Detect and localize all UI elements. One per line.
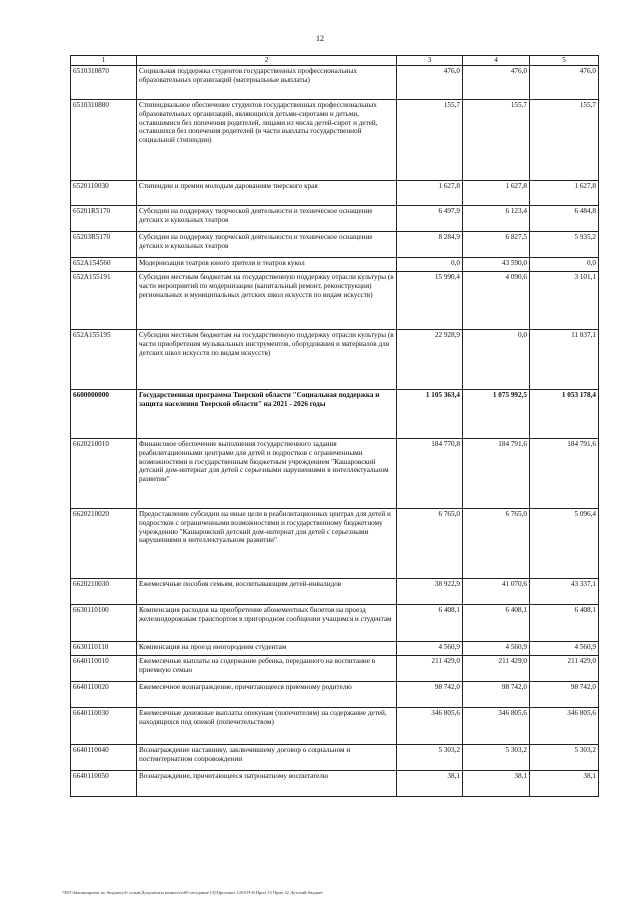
table-row bbox=[71, 272, 599, 330]
row-code: 6640110010 bbox=[71, 656, 137, 682]
row-value-1: 5 303,2 bbox=[397, 745, 463, 771]
column-header: 2 bbox=[137, 56, 397, 66]
table-row bbox=[71, 771, 599, 797]
row-code: 6620210030 bbox=[71, 579, 137, 605]
row-value-2: 184 791,6 bbox=[463, 439, 530, 509]
budget-table bbox=[70, 55, 599, 797]
row-value-2: 6 408,1 bbox=[463, 605, 530, 642]
row-value-3: 6 484,8 bbox=[530, 206, 599, 232]
row-value-3: 11 837,1 bbox=[530, 330, 599, 390]
row-code: 652A154560 bbox=[71, 258, 137, 272]
row-value-1: 8 284,9 bbox=[397, 232, 463, 258]
row-value-1: 6 408,1 bbox=[397, 605, 463, 642]
row-value-3: 5 096,4 bbox=[530, 509, 599, 579]
row-value-2: 346 805,6 bbox=[463, 708, 530, 745]
row-name: Ежемесячные пособия семьям, воспитывающим детей-инвалидов bbox=[137, 579, 397, 605]
row-name: Ежемесячные выплаты на содержание ребенка, переданного на воспитание в приемную семью bbox=[137, 656, 397, 682]
row-value-2: 155,7 bbox=[463, 100, 530, 181]
row-code: 6620210020 bbox=[71, 509, 137, 579]
table-row bbox=[71, 642, 599, 656]
table-row bbox=[71, 605, 599, 642]
row-value-2: 6 765,0 bbox=[463, 509, 530, 579]
row-value-1: 15 990,4 bbox=[397, 272, 463, 330]
row-value-3: 5 935,2 bbox=[530, 232, 599, 258]
row-code: 6510310870 bbox=[71, 66, 137, 100]
row-value-1: 4 560,9 bbox=[397, 642, 463, 656]
table-row bbox=[71, 232, 599, 258]
table-row bbox=[71, 509, 599, 579]
row-value-1: 211 429,0 bbox=[397, 656, 463, 682]
row-value-1: 38 922,9 bbox=[397, 579, 463, 605]
row-code: 65203R5170 bbox=[71, 232, 137, 258]
row-value-3: 476,0 bbox=[530, 66, 599, 100]
row-name: Компенсация на проезд иногородним студентам bbox=[137, 642, 397, 656]
row-code: 652A155191 bbox=[71, 272, 137, 330]
table-row bbox=[71, 579, 599, 605]
row-value-3: 155,7 bbox=[530, 100, 599, 181]
row-name: Предоставление субсидии на иные цели в реабилитационных центрах для детей и подростков с ограниченными возможностями и государственному бюджетному учреждению "Кашаровский детский дом-интернат для детей с серьезными нарушениями в интеллектуальном развитии" bbox=[137, 509, 397, 579]
column-header: 5 bbox=[530, 56, 599, 66]
row-name: Модернизация театров юного зрителя и театров кукол bbox=[137, 258, 397, 272]
row-value-1: 346 805,6 bbox=[397, 708, 463, 745]
row-name: Субсидии местным бюджетам на государственную поддержку отрасли культуры (в части приобретения музыкальных инструментов, оборудования и материалов для детских школ искусств по видам искусств) bbox=[137, 330, 397, 390]
row-name: Вознаграждение, причитающееся патронатному воспитателю bbox=[137, 771, 397, 797]
row-value-3: 0,0 bbox=[530, 258, 599, 272]
row-value-2: 6 827,5 bbox=[463, 232, 530, 258]
row-name: Социальная поддержка студентов государственных профессиональных образовательных организаций (материальные выплаты) bbox=[137, 66, 397, 100]
row-value-1: 22 928,9 bbox=[397, 330, 463, 390]
row-value-2: 4 560,9 bbox=[463, 642, 530, 656]
row-value-2: 4 090,6 bbox=[463, 272, 530, 330]
row-value-2: 476,0 bbox=[463, 66, 530, 100]
row-value-3: 346 805,6 bbox=[530, 708, 599, 745]
row-code: 6640110030 bbox=[71, 708, 137, 745]
row-value-2: 5 303,2 bbox=[463, 745, 530, 771]
row-name: Субсидии местным бюджетам на государственную поддержку отрасли культуры (в части мероприятий по модернизации (капитальный ремонт, реконструкция) региональных и муниципальных детских школ искусств по видам искусств) bbox=[137, 272, 397, 330]
table-row bbox=[71, 439, 599, 509]
row-value-3: 184 791,6 bbox=[530, 439, 599, 509]
row-code: 6630110100 bbox=[71, 605, 137, 642]
table-row bbox=[71, 656, 599, 682]
row-value-2: 1 627,8 bbox=[463, 181, 530, 206]
row-value-3: 1 053 178,4 bbox=[530, 390, 599, 439]
row-value-1: 6 497,9 bbox=[397, 206, 463, 232]
row-value-2: 38,1 bbox=[463, 771, 530, 797]
row-value-2: 43 590,0 bbox=[463, 258, 530, 272]
row-value-1: 476,0 bbox=[397, 66, 463, 100]
row-value-3: 4 560,9 bbox=[530, 642, 599, 656]
row-name: Вознаграждение наставнику, заключившему договор о социальном и постинтернатном сопровождении bbox=[137, 745, 397, 771]
table-body bbox=[71, 66, 599, 797]
table-header-row bbox=[71, 56, 599, 66]
row-value-1: 6 765,0 bbox=[397, 509, 463, 579]
row-code: 652A155195 bbox=[71, 330, 137, 390]
row-name: Государственная программа Тверской области "Социальная поддержка и защита населения Тверской области" на 2021 - 2026 годы bbox=[137, 390, 397, 439]
row-code: 65201R5170 bbox=[71, 206, 137, 232]
row-value-1: 1 627,8 bbox=[397, 181, 463, 206]
row-code: 6520110030 bbox=[71, 181, 137, 206]
row-name: Финансовое обеспечение выполнения государственного задания реабилитационными центрами для детей и подростков с ограниченными возможностями и государственным бюджетным учреждением "Кашаровский детский дом-интернат для детей с серьезными нарушениями в интеллектуальном развитии" bbox=[137, 439, 397, 509]
row-value-3: 43 337,1 bbox=[530, 579, 599, 605]
row-value-1: 184 770,8 bbox=[397, 439, 463, 509]
table-row bbox=[71, 390, 599, 439]
row-value-2: 211 429,0 bbox=[463, 656, 530, 682]
column-header: 3 bbox=[397, 56, 463, 66]
row-name: Ежемесячные денежные выплаты опекунам (попечителям) на содержание детей, находящихся под опекой (попечительством) bbox=[137, 708, 397, 745]
row-value-3: 98 742,0 bbox=[530, 682, 599, 708]
row-value-2: 0,0 bbox=[463, 330, 530, 390]
row-code: 6640110020 bbox=[71, 682, 137, 708]
row-name: Стипендиальное обеспечение студентов государственных профессиональных образовательных организаций, являющихся детьми-сиротами и детьми, оставшимися без попечения родителей, лицами из числа детей-сирот и детей, оставшихся без попечения родителей (в части выплаты государственной социальной стипендии) bbox=[137, 100, 397, 181]
row-code: 6630110110 bbox=[71, 642, 137, 656]
table-row bbox=[71, 258, 599, 272]
row-code: 6640110050 bbox=[71, 771, 137, 797]
row-value-1: 1 105 363,4 bbox=[397, 390, 463, 439]
table-row bbox=[71, 181, 599, 206]
row-value-3: 5 303,2 bbox=[530, 745, 599, 771]
row-value-3: 3 101,1 bbox=[530, 272, 599, 330]
row-value-1: 98 742,0 bbox=[397, 682, 463, 708]
row-value-2: 41 070,6 bbox=[463, 579, 530, 605]
column-header: 1 bbox=[71, 56, 137, 66]
row-value-3: 1 627,8 bbox=[530, 181, 599, 206]
table-row bbox=[71, 206, 599, 232]
row-code: 6600000000 bbox=[71, 390, 137, 439]
row-name: Компенсация расходов на приобретение абонементных билетов на проезд железнодорожным транспортом в пригородном сообщении учащимся и студентам bbox=[137, 605, 397, 642]
row-name: Субсидии на поддержку творческой деятельности и техническое оснащение детских и кукольных театров bbox=[137, 206, 397, 232]
row-value-3: 6 408,1 bbox=[530, 605, 599, 642]
row-value-3: 38,1 bbox=[530, 771, 599, 797]
row-value-2: 1 075 992,5 bbox=[463, 390, 530, 439]
row-name: Ежемесячное вознаграждение, причитающееся приемному родителю bbox=[137, 682, 397, 708]
row-code: 6510310880 bbox=[71, 100, 137, 181]
row-value-3: 211 429,0 bbox=[530, 656, 599, 682]
table-row bbox=[71, 708, 599, 745]
table-row bbox=[71, 100, 599, 181]
row-value-1: 155,7 bbox=[397, 100, 463, 181]
footer-file-path: \\F01\Законопроект по бюджету\6 созыв\Документы комитета\69 заседание (3)\Протокол 1254-П-6\Прил 13 Прил 32 Детский бюджет bbox=[62, 890, 323, 895]
table-row bbox=[71, 66, 599, 100]
row-name: Стипендии и премии молодым дарованиям тверского края bbox=[137, 181, 397, 206]
row-code: 6640110040 bbox=[71, 745, 137, 771]
table-row bbox=[71, 682, 599, 708]
column-header: 4 bbox=[463, 56, 530, 66]
row-value-2: 98 742,0 bbox=[463, 682, 530, 708]
row-code: 6620210010 bbox=[71, 439, 137, 509]
table-row bbox=[71, 330, 599, 390]
table-row bbox=[71, 745, 599, 771]
row-value-1: 38,1 bbox=[397, 771, 463, 797]
row-value-2: 6 123,4 bbox=[463, 206, 530, 232]
page-number: 12 bbox=[316, 34, 324, 43]
row-value-1: 0,0 bbox=[397, 258, 463, 272]
row-name: Субсидии на поддержку творческой деятельности и техническое оснащение детских и кукольных театров bbox=[137, 232, 397, 258]
